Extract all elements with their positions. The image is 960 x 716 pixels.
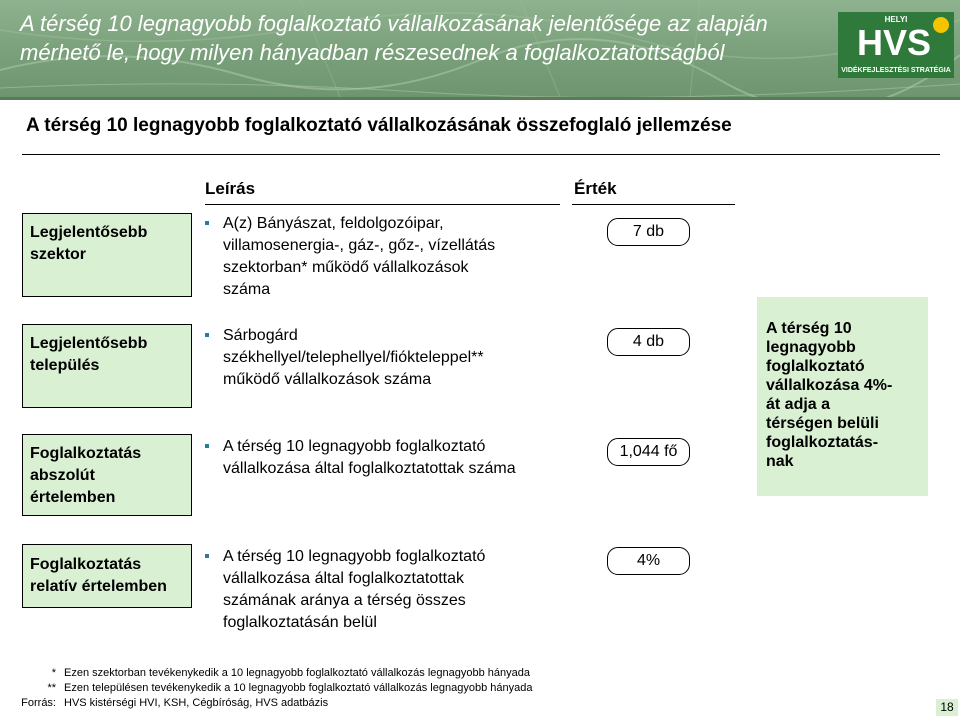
svg-text:VIDÉKFEJLESZTÉSI STRATÉGIA: VIDÉKFEJLESZTÉSI STRATÉGIA: [841, 67, 951, 74]
column-underline-value: [572, 204, 735, 205]
bullet-icon: [205, 554, 209, 558]
bullet-icon: [205, 444, 209, 448]
section-subtitle: A térség 10 legnagyobb foglalkoztató vállalkozásának összefoglaló jellemzése: [26, 115, 732, 136]
summary-highlight-box: A térség 10 legnagyobb foglalkoztató vállalkozása 4%- át adja a térségen belüli foglalkoztatás- nak: [757, 297, 928, 496]
value-absolute: 1,044 fő: [607, 438, 690, 466]
category-box-settlement: Legjelentősebb település: [22, 324, 192, 408]
value-settlement: 4 db: [607, 328, 690, 356]
column-header-value: Érték: [574, 179, 617, 198]
description-absolute: A térség 10 legnagyobb foglalkoztató vállalkozása által foglalkoztatottak száma: [205, 436, 516, 480]
category-box-relative: Foglalkoztatás relatív értelemben: [22, 544, 192, 608]
category-box-sector: Legjelentősebb szektor: [22, 213, 192, 297]
header-divider: [0, 97, 960, 100]
description-relative: A térség 10 legnagyobb foglalkoztató vállalkozása által foglalkoztatottak számának aránya a térség összes foglalkoztatásán belül: [205, 546, 485, 634]
subtitle-divider: [22, 154, 940, 155]
value-sector: 7 db: [607, 218, 690, 246]
svg-text:HELYI: HELYI: [884, 15, 908, 24]
hvs-logo: [838, 12, 954, 78]
header-banner: [0, 0, 960, 97]
description-settlement: Sárbogárd székhellyel/telephellyel/fiókteleppel** működő vállalkozások száma: [205, 325, 484, 391]
bullet-icon: [205, 333, 209, 337]
page-number: 18: [936, 699, 958, 716]
value-relative: 4%: [607, 547, 690, 575]
column-header-description: Leírás: [205, 179, 256, 198]
column-underline-description: [205, 204, 560, 205]
page-title: A térség 10 legnagyobb foglalkoztató vállalkozásának jelentősége az alapján mérhető le, hogy milyen hányadban részesednek a foglalkoztatottságból: [20, 11, 768, 65]
category-box-absolute: Foglalkoztatás abszolút értelemben: [22, 434, 192, 516]
svg-text:HVS: HVS: [856, 22, 932, 63]
description-sector: A(z) Bányászat, feldolgozóipar, villamosenergia-, gáz-, gőz-, vízellátás szektorban* működő vállalkozások száma: [205, 213, 495, 301]
bullet-icon: [205, 221, 209, 225]
